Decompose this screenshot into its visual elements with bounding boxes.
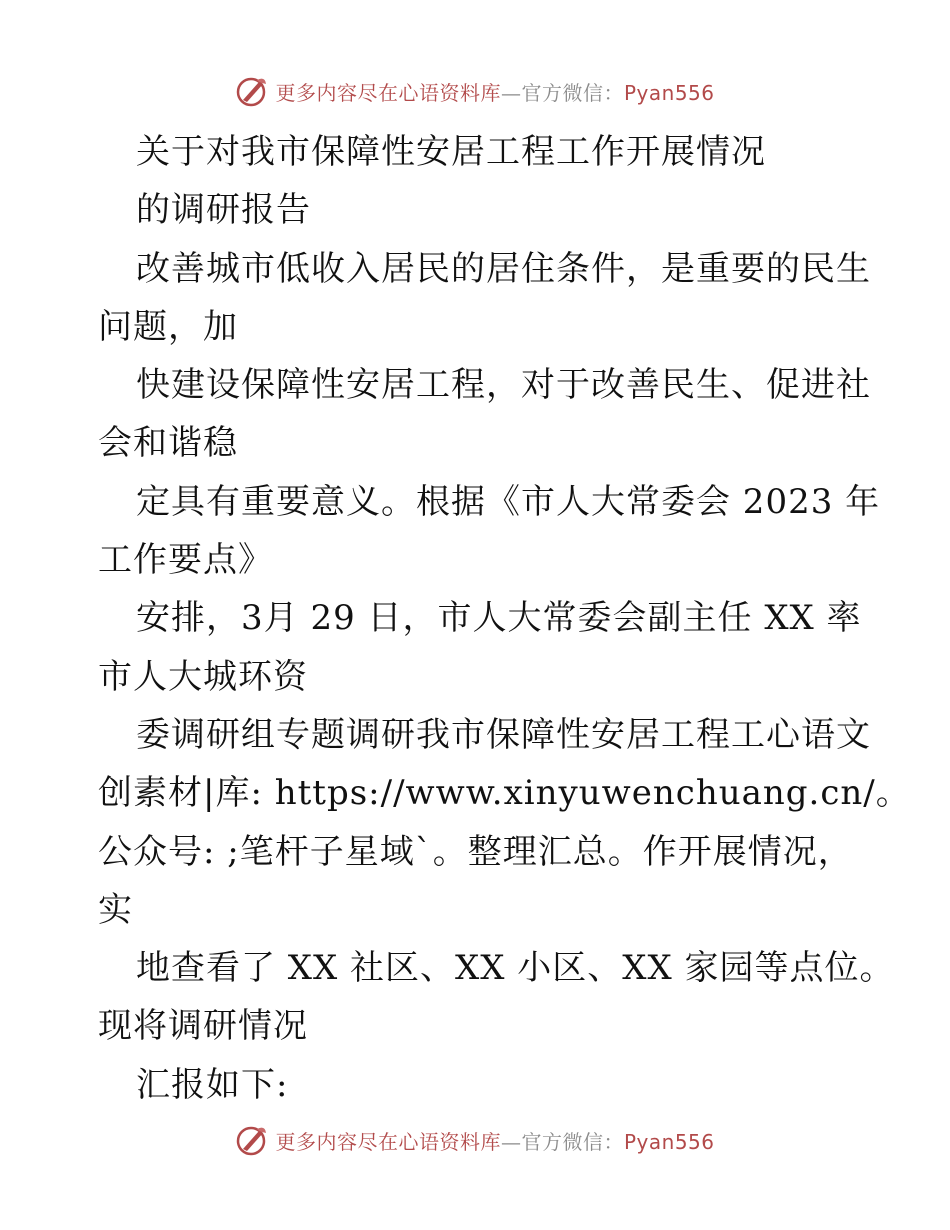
paragraph-line: 工作要点》 [98,540,273,581]
paragraph-line: 定具有重要意义。根据《市人大常委会 2023 年 [136,481,881,522]
paragraph-line: 创素材|库: https://www.xinyuwenchuang.cn/。 [98,773,911,814]
paragraph-line: 现将调研情况 [98,1006,308,1047]
banner-separator: — [500,80,522,105]
banner-wechat-label: 官方微信： [521,80,624,105]
document-body [98,123,911,1114]
title-line-1: 关于对我市保障性安居工程工作开展情况 [136,132,766,172]
paragraph-line: 公众号: ;笔杆子星域`。整理汇总。作开展情况， [98,831,853,872]
paragraph-line: 改善城市低收入居民的居住条件，是重要的民生 [136,248,871,289]
paragraph-line: 委调研组专题调研我市保障性安居工程工心语文 [136,714,871,755]
banner-separator: — [500,1129,522,1154]
banner-wechat-label: 官方微信： [521,1129,624,1154]
banner-main-text: 更多内容尽在心语资料库 [275,80,501,105]
paragraph-line: 快建设保障性安居工程，对于改善民生、促进社 [136,365,871,406]
banner-wechat-id: Pyan556 [623,80,715,105]
paragraph-line: 市人大城环资 [98,656,308,697]
quill-pen-logo-icon [235,74,269,108]
banner-main-text: 更多内容尽在心语资料库 [275,1129,501,1154]
paragraph-line: 问题，加 [98,306,238,347]
footer-watermark-banner [0,1120,950,1160]
header-watermark-banner [0,71,950,111]
paragraph-line: 地查看了 XX 社区、XX 小区、XX 家园等点位。 [136,948,895,989]
paragraph-line: 安排，3月 29 日，市人大常委会副主任 XX 率 [136,598,862,639]
paragraph-line: 会和谐稳 [98,423,238,464]
banner-text [275,1126,714,1155]
banner-text [275,77,714,106]
paragraph-line: 汇报如下: [136,1064,289,1105]
paragraph-line: 实 [98,889,133,930]
quill-pen-logo-icon [235,1123,269,1157]
banner-wechat-id: Pyan556 [623,1129,715,1154]
title-line-2: 的调研报告 [136,190,311,231]
